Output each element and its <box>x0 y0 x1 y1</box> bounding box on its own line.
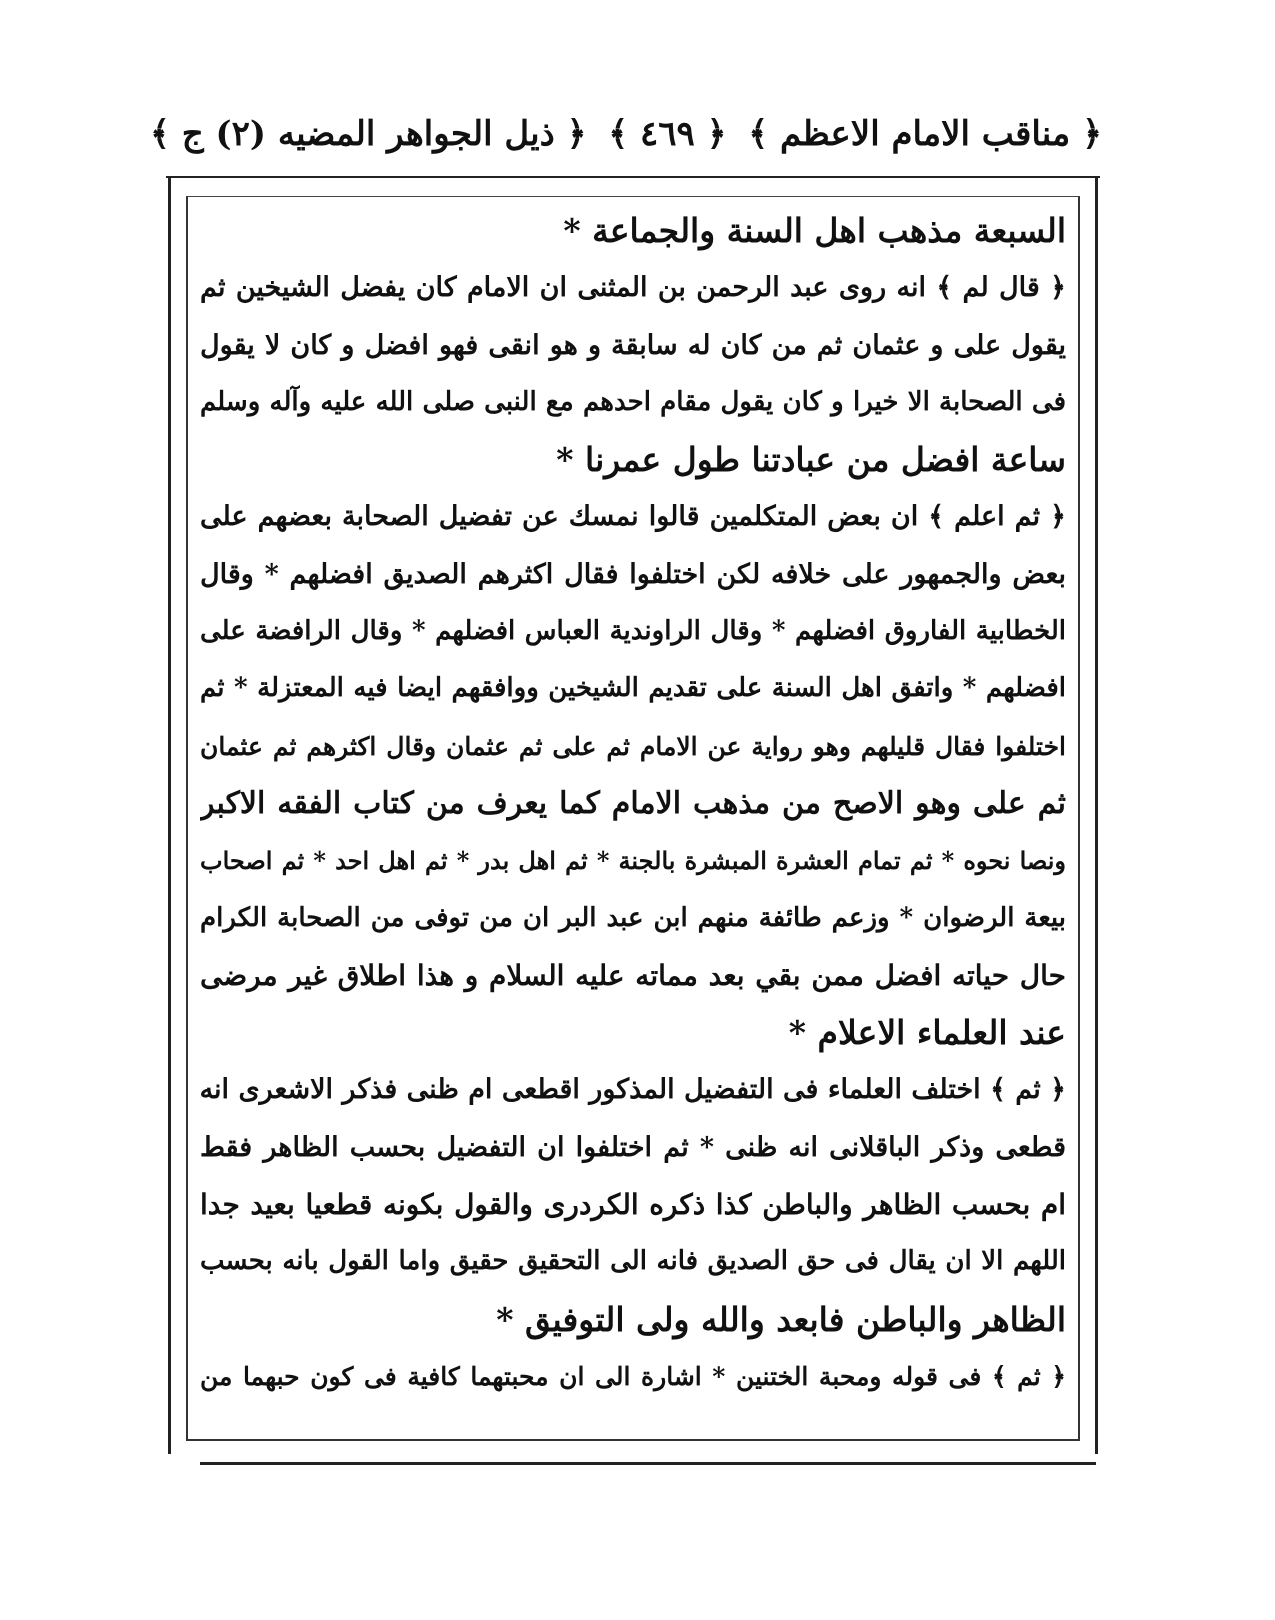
series-title: ﴿ ذيل الجواهر المضيه (٢) ج ﴾ <box>150 113 587 154</box>
text-line: اللهم الا ان يقال فى حق الصديق فانه الى التحقيق حقيق واما القول بانه بحسب <box>200 1246 1066 1277</box>
text-line: ام بحسب الظاهر والباطن كذا ذكره الكردرى والقول بكونه قطعيا بعيد جدا <box>200 1188 1066 1222</box>
text-line: قطعى وذكر الباقلانى انه ظنى * ثم اختلفوا ان التفضيل بحسب الظاهر فقط <box>200 1131 1066 1163</box>
text-line: ﴿ ثم ﴾ اختلف العلماء فى التفضيل المذكور اقطعى ام ظنى فذكر الاشعرى انه <box>200 1074 1066 1106</box>
text-line: حال حياته افضل ممن بقي بعد مماته عليه السلام و هذا اطلاق غير مرضى <box>200 958 1066 992</box>
text-line: اختلفوا فقال قليلهم وهو رواية عن الامام ثم على ثم عثمان وقال اكثرهم ثم عثمان <box>200 731 1066 761</box>
frame-bottom-rule <box>200 1462 1096 1465</box>
page-number: ﴿ ٤٦٩ ﴾ <box>608 113 727 154</box>
text-line: ثم على وهو الاصح من مذهب الامام كما يعرف من كتاب الفقه الاكبر <box>200 785 1066 821</box>
text-line: ﴿ ثم اعلم ﴾ ان بعض المتكلمين قالوا نمسك عن تفضيل الصحابة بعضهم على <box>200 501 1066 533</box>
text-line: عند العلماء الاعلام * <box>788 1013 1066 1053</box>
text-line: بيعة الرضوان * وزعم طائفة منهم ابن عبد البر ان من توفى من الصحابة الكرام <box>200 902 1066 933</box>
text-line: افضلهم * واتفق اهل السنة على تقديم الشيخين ووافقهم ايضا فيه المعتزلة * ثم <box>200 673 1066 704</box>
text-line: ونصا نحوه * ثم تمام العشرة المبشرة بالجنة * ثم اهل بدر * ثم اهل احد * ثم اصحاب <box>200 846 1066 876</box>
book-title: ﴿ مناقب الامام الاعظم ﴾ <box>748 113 1102 154</box>
running-header <box>150 104 1102 162</box>
body-text <box>200 202 1066 1405</box>
text-line: ساعة افضل من عبادتنا طول عمرنا * <box>556 440 1066 480</box>
text-line: الظاهر والباطن فابعد والله ولى التوفيق * <box>496 1299 1066 1339</box>
text-line: فى الصحابة الا خيرا و كان يقول مقام احدهم مع النبى صلى الله عليه وآله وسلم <box>200 386 1066 417</box>
text-line: السبعة مذهب اهل السنة والجماعة * <box>563 211 1066 250</box>
text-line: ﴿ ثم ﴾ فى قوله ومحبة الختنين * اشارة الى ان محبتهما كافية فى كون حبهما من <box>200 1361 1066 1391</box>
text-line: الخطابية الفاروق افضلهم * وقال الراوندية العباس افضلهم * وقال الرافضة على <box>200 616 1066 647</box>
text-line: بعض والجمهور على خلافه لكن اختلفوا فقال اكثرهم الصديق افضلهم * وقال <box>200 558 1066 590</box>
text-line: ﴿ قال لم ﴾ انه روى عبد الرحمن بن المثنى ان الامام كان يفضل الشيخين ثم <box>200 272 1066 304</box>
text-line: يقول على و عثمان ثم من كان له سابقة و هو انقى فهو افضل و كان لا يقول <box>200 329 1066 361</box>
